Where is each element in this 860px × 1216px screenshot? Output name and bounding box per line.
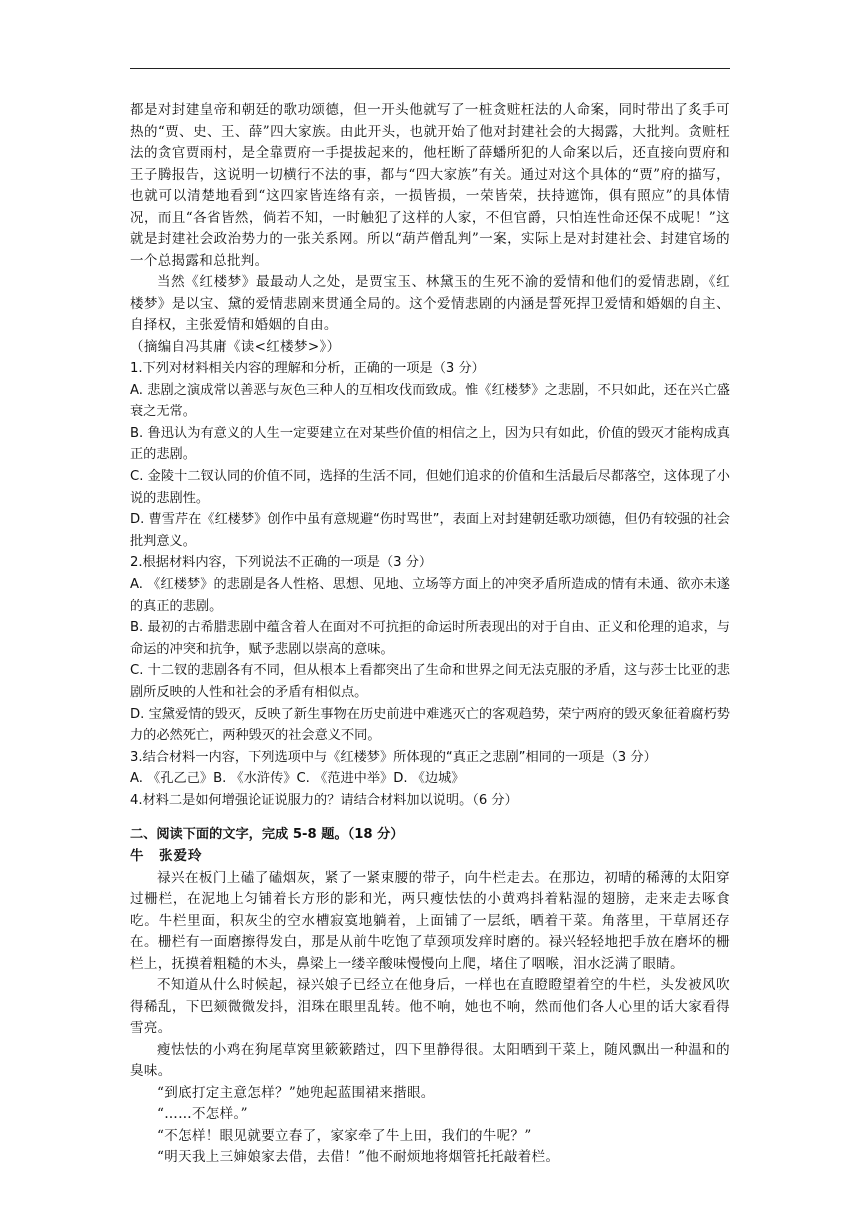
- material-paragraph: 当然《红楼梦》最最动人之处，是贾宝玉、林黛玉的生死不渝的爱情和他们的爱情悲剧，《红楼梦》是以宝、黛的爱情悲剧来贯通全局的。这个爱情悲剧的内涵是誓死捍卫爱情和婚姻的自主、自择权，主张爱情和婚姻的自由。: [130, 274, 730, 333]
- material-paragraph: 都是对封建皇帝和朝廷的歌功颂德，但一开头他就写了一桩贪赃枉法的人命案，同时带出了炙手可热的“贾、史、王、薛”四大家族。由此开头，也就开始了他对封建社会的大揭露，大批判。贪赃枉法的贪官贾雨村，是全靠贾府一手提拔起来的，他枉断了薛蟠所犯的人命案以后，还直接向贾府和王子腾报告，这说明一切横行不法的事，都与“四大家族”有关。通过对这个具体的“贾”府的描写，也就可以清楚地看到“这四家皆连络有亲，一损皆损，一荣皆荣，扶持遮饰，俱有照应”的具体情况，而且“各省皆然，倘若不知，一时触犯了这样的人家，不但官爵，只怕连性命还保不成呢！”这就是封建社会政治势力的一张关系网。所以“葫芦僧乱判”一案，实际上是对封建社会、封建官场的一个总揭露和总批判。: [130, 102, 730, 269]
- document-page: [130, 100, 730, 1169]
- option-a: A. 悲剧之演成常以善恶与灰色三种人的互相攻伐而致成。惟《红楼梦》之悲剧，不只如此，还在兴亡盛衰之无常。: [130, 382, 730, 420]
- story-title: 牛 张爱玲: [130, 848, 203, 865]
- option-b: B. 鲁迅认为有意义的人生一定要建立在对某些价值的相信之上，因为只有如此，价值的毁灭才能构成真正的悲剧。: [130, 425, 730, 463]
- header-rule: [130, 68, 730, 69]
- source-citation: （摘编自冯其庸《读<红楼梦>》）: [130, 338, 341, 355]
- option-c: C. 金陵十二钗认同的价值不同，选择的生活不同，但她们追求的价值和生活最后尽都落空，这体现了小说的悲剧性。: [130, 468, 730, 506]
- option-b: B. 最初的古希腊悲剧中蕴含着人在面对不可抗拒的命运时所表现出的对于自由、正义和伦理的追求，与命运的冲突和抗争，赋予悲剧以崇高的意味。: [130, 620, 730, 657]
- story-paragraph: “到底打定主意怎样？”她兜起蓝围裙来揩眼。: [157, 1084, 435, 1101]
- story-paragraph: 瘦怯怯的小鸡在狗尾草窝里簌簌踏过，四下里静得很。太阳晒到干菜上，随风飘出一种温和的臭味。: [130, 1041, 730, 1080]
- section-heading: 二、阅读下面的文字，完成 5-8 题。（18 分）: [130, 827, 404, 843]
- section-gap: [130, 811, 730, 824]
- option-a: A. 《红楼梦》的悲剧是各人性格、思想、见地、立场等方面上的冲突矛盾所造成的情有未通、欲亦未遂的真正的悲剧。: [130, 576, 730, 614]
- question-stem: 3.结合材料一内容，下列选项中与《红楼梦》所体现的“真正之悲剧”相同的一项是（3 分）: [130, 749, 657, 765]
- question-stem: 4.材料二是如何增强论证说服力的？请结合材料加以说明。（6 分）: [130, 792, 518, 808]
- question-options: A. 《孔乙己》B. 《水浒传》C. 《范进中举》D. 《边城》: [130, 771, 465, 787]
- option-d: D. 宝黛爱情的毁灭，反映了新生事物在历史前进中难逃灭亡的客观趋势，荣宁两府的毁灭象征着腐朽势力的必然死亡，两种毁灭的社会意义不同。: [130, 706, 730, 744]
- story-paragraph: “……不怎样。”: [157, 1106, 248, 1123]
- story-paragraph: 不知道从什么时候起，禄兴娘子已经立在他身后，一样也在直瞪瞪望着空的牛栏，头发被风吹得稀乱，下巴颏微微发抖，泪珠在眼里乱转。他不响，她也不响，然而他们各人心里的话大家看得雪亮。: [130, 977, 730, 1037]
- story-paragraph: “明天我上三婶娘家去借，去借！”他不耐烦地将烟管托托敲着栏。: [157, 1149, 560, 1166]
- question-stem: 2.根据材料内容，下列说法不正确的一项是（3 分）: [130, 555, 433, 571]
- story-paragraph: “不怎样！眼见就要立春了，家家牵了牛上田，我们的牛呢？”: [157, 1127, 532, 1144]
- option-c: C. 十二钗的悲剧各有不同，但从根本上看都突出了生命和世界之间无法克服的矛盾，这与莎士比亚的悲剧所反映的人性和社会的矛盾有相似点。: [130, 663, 730, 700]
- question-stem: 1.下列对材料相关内容的理解和分析，正确的一项是（3 分）: [130, 361, 485, 376]
- option-d: D. 曹雪芹在《红楼梦》创作中虽有意规避“伤时骂世”，表面上对封建朝廷歌功颂德，但仍有较强的社会批判意义。: [130, 512, 730, 549]
- story-paragraph: 禄兴在板门上磕了磕烟灰，紧了一紧束腰的带子，向牛栏走去。在那边，初晴的稀薄的太阳穿过栅栏，在泥地上匀铺着长方形的影和光，两只瘦怯怯的小黄鸡抖着粘湿的翅膀，走来走去啄食吃。牛栏里面，积灰尘的空水槽寂寞地躺着，上面铺了一层纸，晒着干菜。角落里，干草屑还存在。栅栏有一面磨擦得发白，那是从前牛吃饱了草颈项发痒时磨的。禄兴轻轻地把手放在磨坏的栅栏上，抚摸着粗糙的木头，鼻梁上一缕辛酸味慢慢向上爬，堵住了咽喉，泪水泛满了眼睛。: [130, 869, 730, 972]
